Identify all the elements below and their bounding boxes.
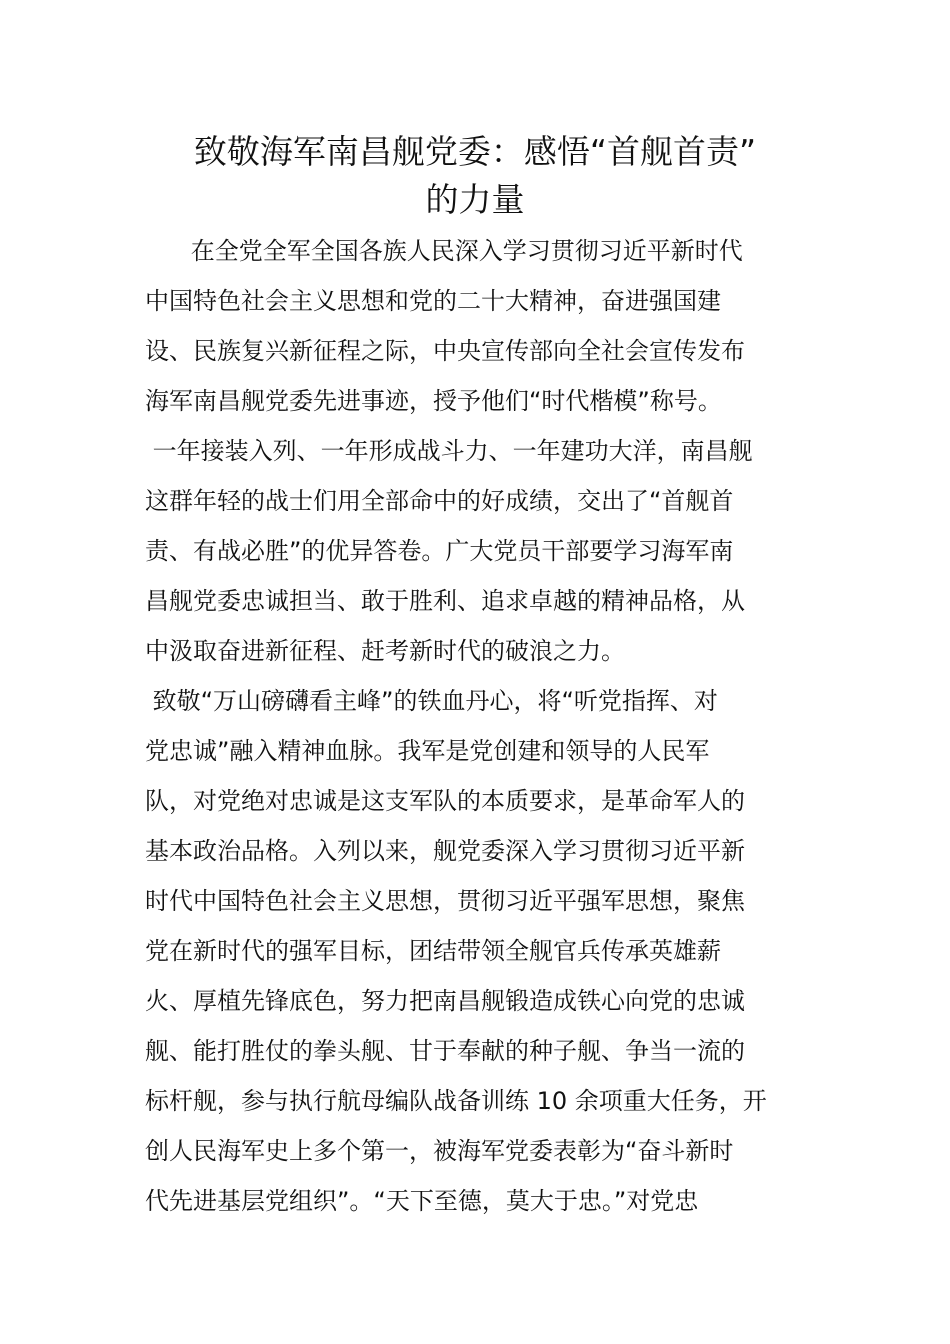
text-line: 创人民海军史上多个第一，被海军党委表彰为“奋斗新时 <box>145 1137 734 1165</box>
paragraph-1 <box>145 226 810 426</box>
text-line: 这群年轻的战士们用全部命中的好成绩，交出了“首舰首 <box>145 487 734 515</box>
text-line: 时代中国特色社会主义思想，贯彻习近平强军思想，聚焦 <box>145 887 745 915</box>
text-line: 设、民族复兴新征程之际，中央宣传部向全社会宣传发布 <box>145 337 745 365</box>
text-line: 标杆舰，参与执行航母编队战备训练 10 余项重大任务，开 <box>145 1087 767 1115</box>
text-line: 中国特色社会主义思想和党的二十大精神，奋进强国建 <box>145 287 721 315</box>
text-line: 党忠诚”融入精神血脉。我军是党创建和领导的人民军 <box>145 737 710 765</box>
text-line: 在全党全军全国各族人民深入学习贯彻习近平新时代 <box>145 237 743 265</box>
document-title <box>140 128 810 224</box>
text-line: 一年接装入列、一年形成战斗力、一年建功大洋，南昌舰 <box>145 437 753 465</box>
text-line: 致敬“万山磅礴看主峰”的铁血丹心，将“听党指挥、对 <box>145 687 718 715</box>
paragraph-2 <box>145 426 810 676</box>
text-line: 队，对党绝对忠诚是这支军队的本质要求，是革命军人的 <box>145 787 745 815</box>
paragraph-3 <box>145 676 810 1226</box>
text-line: 责、有战必胜”的优异答卷。广大党员干部要学习海军南 <box>145 537 734 565</box>
document-body <box>145 226 810 1226</box>
text-line: 党在新时代的强军目标，团结带领全舰官兵传承英雄薪 <box>145 937 721 965</box>
text-line: 中汲取奋进新征程、赶考新时代的破浪之力。 <box>145 637 625 665</box>
title-line-1: 致敬海军南昌舰党委：感悟“首舰首责” <box>193 132 757 171</box>
text-line: 基本政治品格。入列以来，舰党委深入学习贯彻习近平新 <box>145 837 745 865</box>
text-line: 昌舰党委忠诚担当、敢于胜利、追求卓越的精神品格，从 <box>145 587 745 615</box>
text-line: 代先进基层党组织”。“天下至德，莫大于忠。”对党忠 <box>145 1187 699 1215</box>
text-line: 火、厚植先锋底色，努力把南昌舰锻造成铁心向党的忠诚 <box>145 987 745 1015</box>
text-line: 海军南昌舰党委先进事迹，授予他们“时代楷模”称号。 <box>145 387 722 415</box>
title-line-2: 的力量 <box>425 180 525 219</box>
text-line: 舰、能打胜仗的拳头舰、甘于奉献的种子舰、争当一流的 <box>145 1037 745 1065</box>
